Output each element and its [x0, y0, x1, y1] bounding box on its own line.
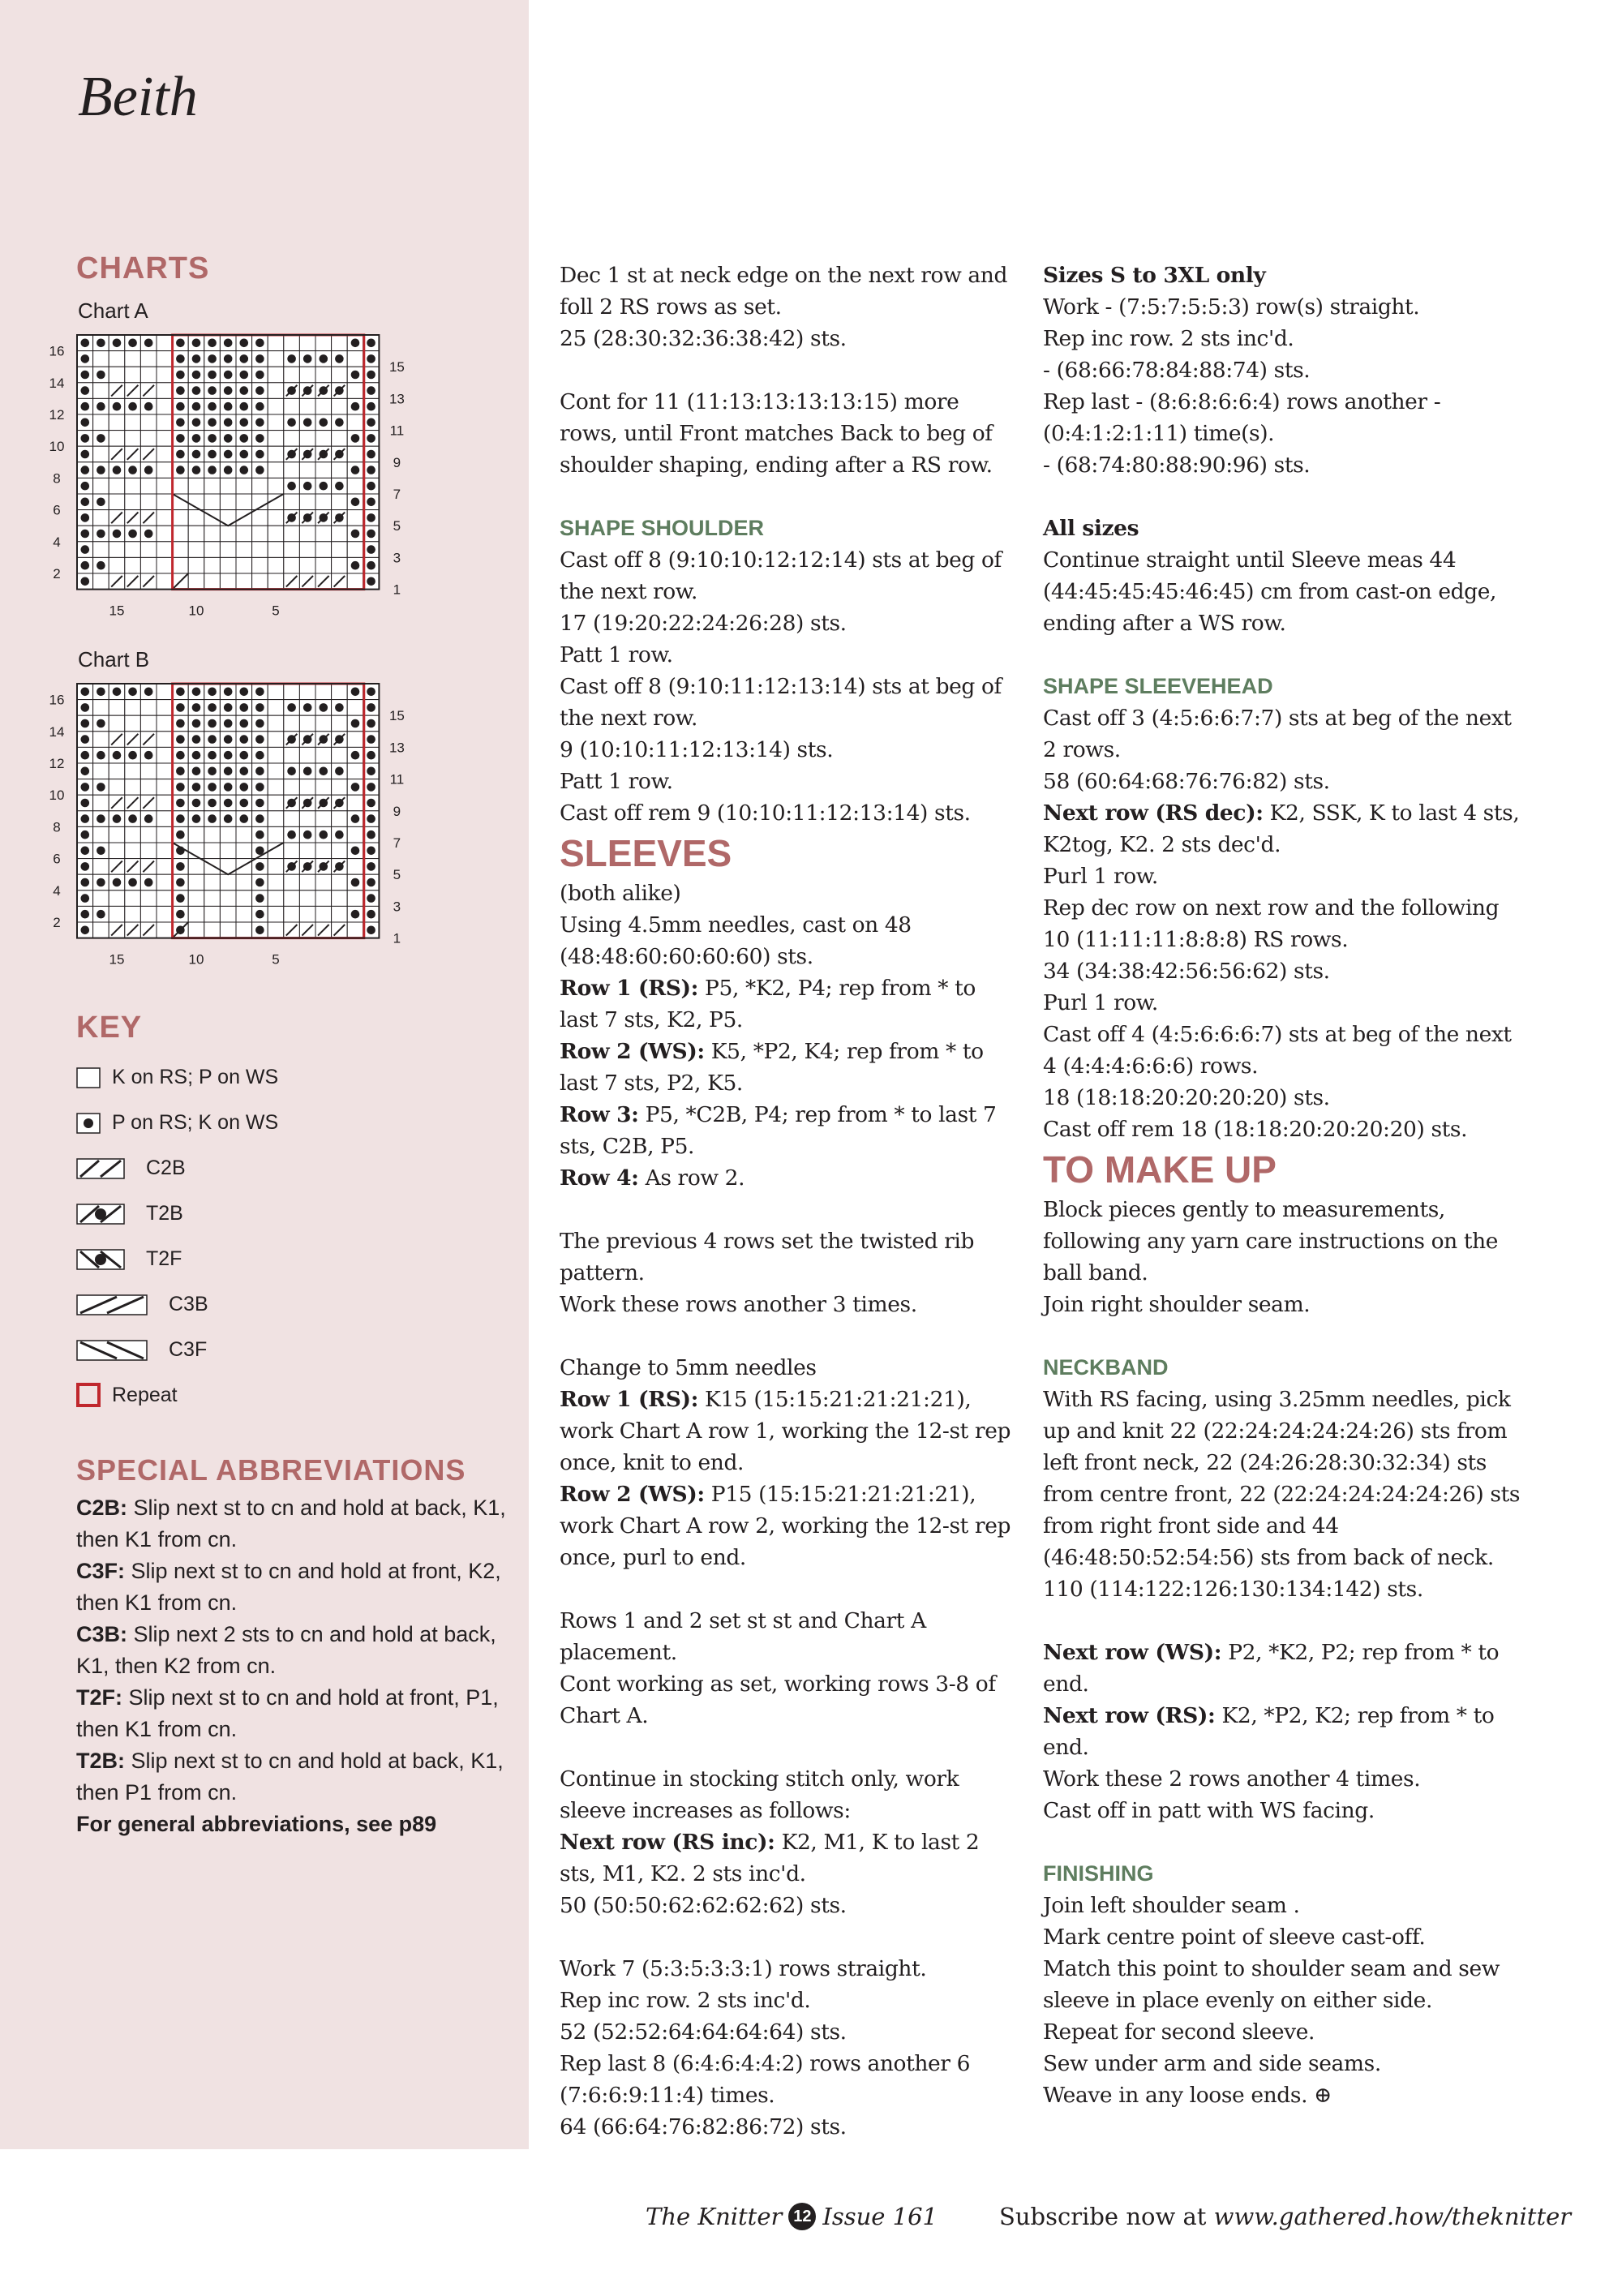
instruction-line: Cast off in patt with WS facing. — [1043, 1798, 1375, 1823]
chart-row-label: 5 — [393, 518, 401, 534]
chart-row-label: 9 — [393, 454, 401, 470]
row-label: Next row (RS dec): — [1043, 800, 1264, 826]
instruction-line — [560, 1099, 1018, 1162]
abbreviation-entry — [76, 1619, 514, 1682]
abbreviation-text: Slip next st to cn and hold at back, K1, then K1 from cn. — [76, 1496, 506, 1551]
instruction-line — [560, 1384, 1018, 1478]
page-title: Beith — [78, 66, 198, 128]
instruction-line: Work - (7:5:7:5:5:3) row(s) straight. — [1043, 294, 1420, 320]
footer-magazine — [646, 2203, 938, 2230]
abbreviation-entry — [76, 1682, 514, 1745]
abbreviation-entry — [76, 1556, 514, 1619]
section-heading: TO MAKE UP — [1043, 1148, 1277, 1191]
instruction-line: 64 (66:64:76:82:86:72) sts. — [560, 2114, 847, 2139]
instruction-line: Rep last - (8:6:8:6:6:4) rows another - (0:4:1:2:1:11) time(s). — [1043, 389, 1441, 446]
spacer — [1043, 639, 1521, 671]
spacer — [1043, 1826, 1521, 1858]
footer-magazine-name: The Knitter — [646, 2203, 783, 2230]
instruction-line: Patt 1 row. — [560, 642, 673, 667]
chart-b-label: Chart B — [78, 647, 150, 672]
section-subheading: SHAPE SLEEVEHEAD — [1043, 674, 1273, 698]
row-text: P5, *K2, P4; rep from * to last 7 sts, K2, P5. — [560, 976, 976, 1032]
section-subheading: FINISHING — [1043, 1861, 1154, 1886]
spacer — [560, 354, 1018, 386]
chart-row-label: 4 — [53, 534, 61, 550]
chart-row-label: 5 — [393, 867, 401, 883]
instruction-line: Mark centre point of sleeve cast-off. — [1043, 1925, 1426, 1950]
instruction-line: Continue straight until Sleeve meas 44 (44:45:45:45:46:45) cm from cast-on edge, ending after a WS row. — [1043, 547, 1497, 636]
instruction-line: - (68:66:78:84:88:74) sts. — [1043, 358, 1311, 383]
chart-row-label: 4 — [53, 882, 61, 899]
row-label: Next row (WS): — [1043, 1640, 1222, 1665]
chart-row-label: 15 — [388, 708, 405, 724]
chart-row-label: 11 — [389, 423, 405, 439]
charts-heading: CHARTS — [76, 251, 210, 285]
dot-square-icon — [76, 1110, 101, 1135]
subscribe-link[interactable]: www.gathered.how/theknitter — [1213, 2203, 1572, 2230]
chart-row-label: 3 — [393, 899, 401, 915]
section-heading: SLEEVES — [560, 832, 732, 874]
t2b-icon — [76, 1201, 125, 1225]
instruction-line — [560, 1036, 1018, 1099]
row-text: K2, *P2, K2; rep from * to end. — [1043, 1703, 1495, 1760]
chart-b-grid — [45, 677, 405, 985]
row-text: K2, SSK, K to last 4 sts, K2tog, K2. 2 sts dec'd. — [1043, 800, 1520, 857]
instruction-line: Repeat for second sleeve. — [1043, 2019, 1315, 2045]
chart-row-label: 16 — [49, 343, 65, 359]
chart-row-label: 13 — [388, 391, 405, 407]
instruction-line: Cast off 8 (9:10:10:12:12:14) sts at beg of the next row. — [560, 547, 1002, 604]
instruction-line: Work these rows another 3 times. — [560, 1292, 917, 1317]
instruction-line: With RS facing, using 3.25mm needles, pick up and knit 22 (22:24:24:24:24:26) sts from left front neck, 22 (24:26:28:30:32:34) sts from centre front, 22 (22:24:24:24:24:26) sts from right front side and 44 (46:48:50:52:54:56) sts from back of neck. — [1043, 1387, 1521, 1570]
key-label: C3B — [169, 1292, 208, 1315]
chart-row-label: 7 — [393, 835, 401, 851]
row-text: As row 2. — [638, 1165, 745, 1191]
instruction-line: Using 4.5mm needles, cast on 48 (48:48:60:60:60:60) sts. — [560, 912, 912, 969]
key-item-c3b — [76, 1288, 208, 1320]
section-subheading: SHAPE SHOULDER — [560, 516, 765, 540]
instruction-line: Cast off 3 (4:5:6:6:7:7) sts at beg of the next 2 rows. — [1043, 706, 1512, 762]
spacer — [560, 1921, 1018, 1953]
instruction-line: 18 (18:18:20:20:20:20) sts. — [1043, 1085, 1330, 1110]
instruction-line: Work 7 (5:3:5:3:3:1) rows straight. — [560, 1956, 927, 1981]
instruction-line: Patt 1 row. — [560, 769, 673, 794]
chart-row-label: 6 — [53, 502, 61, 518]
chart-row-label: 13 — [388, 740, 405, 756]
key-label: K on RS; P on WS — [112, 1065, 279, 1088]
spacer — [560, 1320, 1018, 1352]
key-item-c2b — [76, 1152, 186, 1184]
row-label: Row 2 (WS): — [560, 1482, 705, 1507]
abbreviation-text: Slip next 2 sts to cn and hold at back, K1, then K2 from cn. — [76, 1622, 496, 1678]
instruction-line: Block pieces gently to measurements, following any yarn care instructions on the ball band. — [1043, 1197, 1499, 1285]
spacer — [1043, 1605, 1521, 1637]
chart-row-label: 1 — [393, 582, 401, 598]
key-label: C3F — [169, 1337, 208, 1361]
instruction-line: The previous 4 rows set the twisted rib pattern. — [560, 1229, 975, 1285]
instruction-line: Cont for 11 (11:13:13:13:13:15) more rows, until Front matches Back to beg of shoulder shaping, ending after a RS row. — [560, 389, 993, 478]
abbreviation-term: C3F: — [76, 1559, 125, 1583]
row-text: P5, *C2B, P4; rep from * to last 7 sts, C2B, P5. — [560, 1102, 997, 1159]
row-text: P2, *K2, P2; rep from * to end. — [1043, 1640, 1500, 1697]
c2b-icon — [76, 1156, 125, 1180]
instruction-line: Rep last 8 (6:4:6:4:4:2) rows another 6 (7:6:6:9:11:4) times. — [560, 2051, 971, 2108]
instruction-line: 17 (19:20:22:24:26:28) sts. — [560, 611, 847, 636]
instruction-line: Rep dec row on next row and the following 10 (11:11:11:8:8:8) RS rows. — [1043, 895, 1500, 952]
instruction-line: 25 (28:30:32:36:38:42) sts. — [560, 326, 847, 351]
row-text: K2, M1, K to last 2 sts, M1, K2. 2 sts inc'd. — [560, 1830, 980, 1886]
instruction-line: Join right shoulder seam. — [1043, 1292, 1311, 1317]
instruction-line: Purl 1 row. — [1043, 864, 1158, 889]
row-label: Next row (RS): — [1043, 1703, 1216, 1728]
spacer — [560, 1194, 1018, 1225]
chart-row-label: 1 — [393, 930, 401, 946]
bold-label: All sizes — [1043, 516, 1139, 541]
chart-col-label: 15 — [109, 951, 125, 968]
instruction-line: Rep inc row. 2 sts inc'd. — [560, 1988, 811, 2013]
key-item-empty-square — [76, 1061, 278, 1093]
instruction-line: Cast off 4 (4:5:6:6:6:7) sts at beg of the next 4 (4:4:4:6:6:6) rows. — [1043, 1022, 1512, 1079]
instruction-line: Rows 1 and 2 set st st and Chart A placement. — [560, 1608, 926, 1665]
instruction-line — [1043, 260, 1521, 291]
abbreviation-term: T2F: — [76, 1685, 122, 1710]
empty-square-icon — [76, 1065, 101, 1089]
instruction-line — [560, 1162, 1018, 1194]
footer-issue: Issue 161 — [822, 2203, 938, 2230]
abbreviation-term: C2B: — [76, 1496, 128, 1520]
instruction-line: (both alike) — [560, 881, 681, 906]
row-label: Next row (RS inc): — [560, 1830, 775, 1855]
chart-row-label: 7 — [393, 487, 401, 502]
chart-row-label: 6 — [53, 851, 61, 867]
instruction-line — [560, 1826, 1018, 1890]
instruction-line: Join left shoulder seam . — [1043, 1893, 1300, 1918]
row-label: Row 2 (WS): — [560, 1039, 705, 1064]
bold-label: Sizes S to 3XL only — [1043, 263, 1266, 288]
chart-row-label: 3 — [393, 550, 401, 566]
repeat-box-icon — [76, 1383, 101, 1407]
chart-row-label: 2 — [53, 915, 61, 930]
instructions-column-2 — [560, 260, 1018, 2143]
chart-a-grid — [45, 328, 405, 637]
chart-col-label: 5 — [272, 951, 280, 968]
instruction-line: 58 (60:64:68:76:76:82) sts. — [1043, 769, 1330, 794]
key-label: T2F — [146, 1247, 182, 1270]
chart-row-label: 8 — [53, 819, 61, 835]
instruction-line: Change to 5mm needles — [560, 1355, 817, 1380]
abbreviation-entry — [76, 1745, 514, 1809]
abbreviation-term: C3B: — [76, 1622, 128, 1646]
chart-row-label: 15 — [388, 359, 405, 376]
spacer — [560, 1573, 1018, 1605]
row-text: P15 (15:15:21:21:21:21), work Chart A row 2, working the 12-st rep once, purl to end. — [560, 1482, 1011, 1570]
key-item-t2b — [76, 1197, 183, 1230]
instruction-line — [1043, 513, 1521, 544]
chart-col-label: 5 — [272, 603, 280, 619]
abbreviation-text: Slip next st to cn and hold at back, K1, then P1 from cn. — [76, 1749, 504, 1805]
key-item-c3f — [76, 1333, 207, 1366]
spacer — [560, 1732, 1018, 1763]
abbreviation-term: T2B: — [76, 1749, 125, 1773]
chart-col-label: 15 — [109, 603, 125, 619]
instruction-line: 9 (10:10:11:12:13:14) sts. — [560, 737, 834, 762]
instruction-line — [1043, 1700, 1521, 1763]
instruction-line: 52 (52:52:64:64:64:64) sts. — [560, 2019, 847, 2045]
spacer — [560, 481, 1018, 513]
row-label: Row 3: — [560, 1102, 639, 1127]
row-text: K15 (15:15:21:21:21:21), work Chart A row 1, working the 12-st rep once, knit to end. — [560, 1387, 1011, 1475]
chart-row-label: 10 — [49, 439, 65, 455]
chart-row-label: 14 — [49, 723, 65, 740]
chart-row-label: 12 — [49, 756, 65, 771]
t2f-icon — [76, 1247, 125, 1271]
instruction-line: Continue in stocking stitch only, work sleeve increases as follows: — [560, 1766, 959, 1823]
instruction-line — [1043, 1637, 1521, 1700]
instructions-column-3 — [1043, 260, 1521, 2111]
chart-col-label: 10 — [188, 603, 204, 619]
chart-row-label: 11 — [389, 771, 405, 788]
key-item-dot-square — [76, 1106, 278, 1139]
instruction-line: 34 (34:38:42:56:56:62) sts. — [1043, 959, 1330, 984]
abbreviation-text: Slip next st to cn and hold at front, P1, then K1 from cn. — [76, 1685, 499, 1741]
instruction-line: Cont working as set, working rows 3-8 of Chart A. — [560, 1672, 996, 1728]
row-label: Row 1 (RS): — [560, 1387, 699, 1412]
instruction-line: Cast off rem 9 (10:10:11:12:13:14) sts. — [560, 800, 971, 826]
key-item-t2f — [76, 1242, 182, 1275]
instruction-line: Work these 2 rows another 4 times. — [1043, 1766, 1421, 1792]
instruction-line — [560, 972, 1018, 1036]
abbreviation-entry — [76, 1492, 514, 1556]
chart-col-label: 10 — [188, 951, 204, 968]
chart-row-label: 16 — [49, 692, 65, 708]
chart-row-label: 14 — [49, 375, 65, 391]
special-abbreviations-heading: SPECIAL ABBREVIATIONS — [76, 1453, 466, 1487]
instruction-line: 110 (114:122:126:130:134:142) sts. — [1043, 1577, 1423, 1602]
chart-row-label: 2 — [53, 566, 61, 582]
section-subheading: NECKBAND — [1043, 1355, 1169, 1380]
instruction-line: 50 (50:50:62:62:62:62) sts. — [560, 1893, 847, 1918]
instruction-line: Weave in any loose ends. ⊕ — [1043, 2083, 1332, 2108]
row-text: K5, *P2, K4; rep from * to last 7 sts, P2, K5. — [560, 1039, 984, 1096]
footer-subscribe — [999, 2203, 1571, 2230]
instruction-line: Rep inc row. 2 sts inc'd. — [1043, 326, 1294, 351]
instruction-line — [560, 1478, 1018, 1573]
key-item-repeat-box — [76, 1379, 178, 1411]
key-label: C2B — [146, 1156, 186, 1179]
instruction-line: Cast off 8 (9:10:11:12:13:14) sts at beg of the next row. — [560, 674, 1002, 731]
instruction-line: Purl 1 row. — [1043, 990, 1158, 1015]
chart-row-label: 9 — [393, 803, 401, 819]
key-label: P on RS; K on WS — [112, 1110, 279, 1134]
chart-row-label: 12 — [49, 407, 65, 423]
abbreviations-footer-note: For general abbreviations, see p89 — [76, 1812, 437, 1836]
spacer — [1043, 1320, 1521, 1352]
spacer — [1043, 481, 1521, 513]
instruction-line: Match this point to shoulder seam and sew sleeve in place evenly on either side. — [1043, 1956, 1500, 2013]
subscribe-text: Subscribe now at — [999, 2203, 1214, 2230]
row-label: Row 1 (RS): — [560, 976, 699, 1001]
c3f-icon — [76, 1337, 148, 1362]
instruction-line: Sew under arm and side seams. — [1043, 2051, 1381, 2076]
key-heading: KEY — [76, 1011, 143, 1045]
abbreviations-list — [76, 1492, 514, 1840]
instruction-line: Cast off rem 18 (18:18:20:20:20:20) sts. — [1043, 1117, 1468, 1142]
page-number: 12 — [788, 2203, 816, 2230]
chart-row-label: 10 — [49, 788, 65, 804]
instruction-line: - (68:74:80:88:90:96) sts. — [1043, 453, 1311, 478]
chart-row-label: 8 — [53, 470, 61, 487]
key-label: Repeat — [112, 1383, 178, 1406]
key-label: T2B — [146, 1201, 183, 1225]
chart-a-label: Chart A — [78, 298, 148, 323]
instruction-line — [1043, 797, 1521, 860]
instruction-line: Dec 1 st at neck edge on the next row and foll 2 RS rows as set. — [560, 263, 1008, 320]
c3b-icon — [76, 1292, 148, 1316]
row-label: Row 4: — [560, 1165, 639, 1191]
abbreviation-text: Slip next st to cn and hold at front, K2, then K1 from cn. — [76, 1559, 501, 1615]
